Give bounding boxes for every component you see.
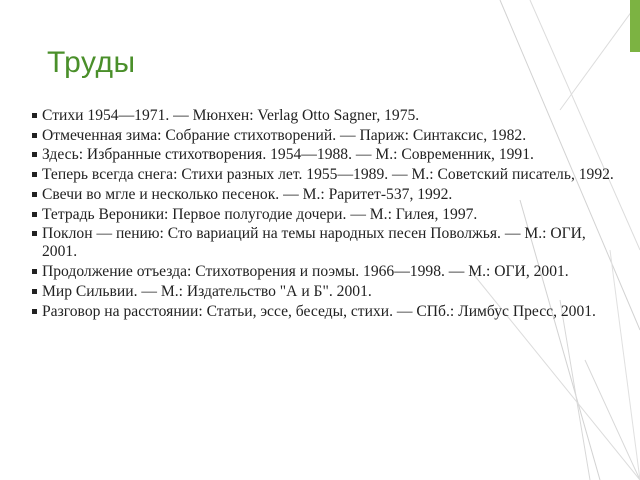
bullet-icon <box>32 113 37 118</box>
bullet-icon <box>32 289 37 294</box>
list-item-text: Отмеченная зима: Собрание стихотворений. — Париж: Синтаксис, 1982. <box>42 126 527 144</box>
list-item <box>33 127 623 145</box>
list-item-text: Тетрадь Вероники: Первое полугодие дочери. — М.: Гилея, 1997. <box>42 205 478 223</box>
list-item-text: Продолжение отъезда: Стихотворения и поэмы. 1966—1998. — М.: ОГИ, 2001. <box>42 263 569 281</box>
list-item-text: Мир Сильвии. — М.: Издательство "А и Б". 2001. <box>42 282 372 300</box>
bullet-icon <box>32 212 37 217</box>
list-item-text: Свечи во мгле и несколько песенок. — М.: Раритет-537, 1992. <box>42 185 453 203</box>
list-item-text: Здесь: Избранные стихотворения. 1954—1988. — М.: Современник, 1991. <box>42 146 534 164</box>
bullet-icon <box>32 309 37 314</box>
bullet-icon <box>32 152 37 157</box>
works-list <box>33 107 623 322</box>
bullet-icon <box>32 192 37 197</box>
list-item <box>33 263 623 281</box>
list-item-text: Поклон — пению: Сто вариаций на темы народных песен Поволжья. — М.: ОГИ, 2001. <box>42 225 586 261</box>
list-item-text: Стихи 1954—1971. — Мюнхен: Verlag Otto Sagner, 1975. <box>42 107 420 124</box>
accent-tab <box>630 0 640 52</box>
list-item <box>33 166 623 184</box>
list-item <box>33 146 623 164</box>
list-item <box>33 107 623 125</box>
list-item <box>33 186 623 204</box>
slide-title: Труды <box>47 46 136 79</box>
list-item <box>33 283 623 301</box>
bullet-icon <box>32 231 37 236</box>
list-item <box>33 303 623 321</box>
list-item-text: Разговор на расстоянии: Статьи, эссе, беседы, стихи. — СПб.: Лимбус Пресс, 2001. <box>42 302 596 320</box>
list-item-text: Теперь всегда снега: Стихи разных лет. 1955—1989. — М.: Советский писатель, 1992. <box>42 166 614 184</box>
bullet-icon <box>32 172 37 177</box>
bullet-icon <box>32 133 37 138</box>
bullet-icon <box>32 269 37 274</box>
list-item <box>33 206 623 224</box>
list-item <box>33 225 623 261</box>
